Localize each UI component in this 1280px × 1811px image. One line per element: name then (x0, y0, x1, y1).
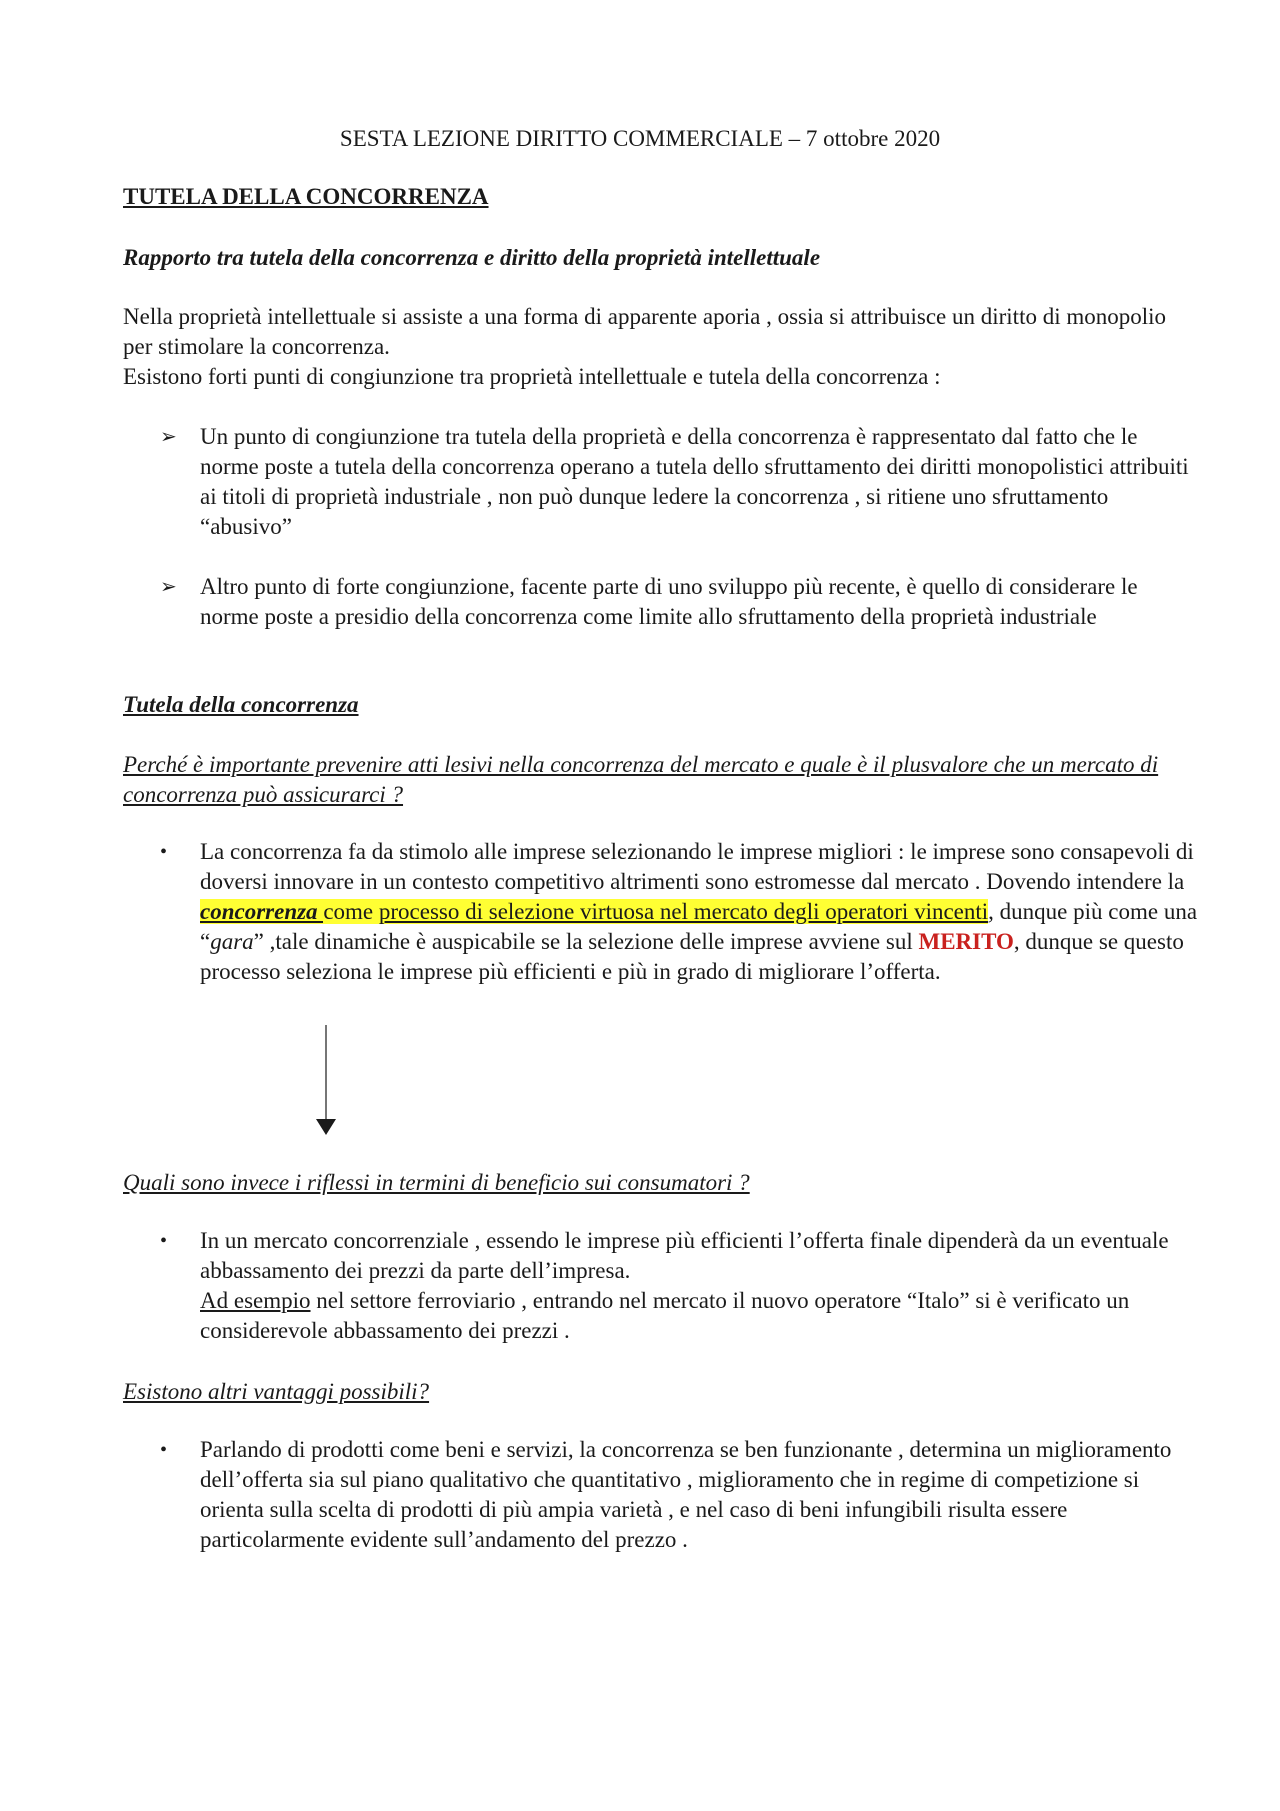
dot-bullet-text (200, 837, 1200, 987)
text-run: come (323, 899, 379, 924)
paragraph-intro: Nella proprietà intellettuale si assiste a una forma di apparente aporia , ossia si attribuisce un diritto di monopolio per stimolare la concorrenza. (123, 304, 1167, 359)
question-heading: Quali sono invece i riflessi in termini di beneficio sui consumatori ? (123, 1170, 750, 1195)
text-run: , dunque più come una “ (200, 899, 1198, 954)
down-arrow-icon (314, 1025, 338, 1135)
text-run: , dunque se questo processo seleziona le imprese più efficienti e più in grado di migliorare l’offerta. (200, 929, 1184, 984)
arrow-bullet-icon: ➢ (160, 576, 177, 598)
subheading: Rapporto tra tutela della concorrenza e diritto della proprietà intellettuale (123, 245, 821, 270)
question-heading: Esistono altri vantaggi possibili? (123, 1379, 430, 1404)
paragraph-junction: Esistono forti punti di congiunzione tra proprietà intellettuale e tutela della concorrenza : (123, 364, 941, 389)
text-run: La concorrenza fa da stimolo alle imprese selezionando le imprese migliori : le imprese sono consapevoli di doversi innovare in un contesto competitivo altrimenti sono estromesse dal mercato . Dovendo intendere la (200, 839, 1194, 894)
dot-bullet-icon: • (160, 1439, 168, 1461)
section-heading: Tutela della concorrenza (123, 692, 359, 717)
highlighted-keyword: concorrenza (200, 899, 324, 924)
example-label: Ad esempio (200, 1288, 311, 1313)
dot-bullet-text (200, 1226, 1200, 1346)
text-run: In un mercato concorrenziale , essendo le imprese più efficienti l’offerta finale dipenderà da un eventuale abbassamento dei prezzi da parte dell’impresa. (200, 1228, 1169, 1283)
document-title: SESTA LEZIONE DIRITTO COMMERCIALE – 7 ottobre 2020 (339, 126, 941, 151)
arrow-bullet-text: Altro punto di forte congiunzione, facente parte di uno sviluppo più recente, è quello di considerare le norme poste a presidio della concorrenza come limite allo sfruttamento della proprietà industriale (200, 574, 1138, 629)
dot-bullet-text: Parlando di prodotti come beni e servizi, la concorrenza se ben funzionante , determina un miglioramento dell’offerta sia sul piano qualitativo che quantitativo , miglioramento che in regime di competizione si orienta sulla scelta di prodotti di più ampia varietà , e nel caso di beni infungibili risulta essere particolarmente evidente sull’andamento del prezzo . (200, 1437, 1172, 1552)
text-run: nel settore ferroviario , entrando nel mercato il nuovo operatore “Italo” si è verificato un considerevole abbassamento dei prezzi . (200, 1288, 1130, 1343)
dot-bullet-icon: • (160, 841, 168, 863)
arrow-bullet-text: Un punto di congiunzione tra tutela della proprietà e della concorrenza è rappresentato dal fatto che le norme poste a tutela della concorrenza operano a tutela dello sfruttamento dei diritti monopolistici attribuiti ai titoli di proprietà industriale , non può dunque ledere la concorrenza , si ritiene uno sfruttamento “abusivo” (200, 424, 1189, 539)
question-heading: Perché è importante prevenire atti lesivi nella concorrenza del mercato e quale è il plusvalore che un mercato di concorrenza può assicurarci ? (123, 752, 1159, 807)
main-heading: TUTELA DELLA CONCORRENZA (123, 184, 489, 209)
highlighted-phrase: processo di selezione virtuosa nel mercato degli operatori vincenti (378, 899, 989, 924)
arrow-bullet-icon: ➢ (160, 426, 177, 448)
italic-word: gara (210, 929, 254, 954)
text-run: ” ,tale dinamiche è auspicabile se la selezione delle imprese avviene sul (253, 929, 919, 954)
dot-bullet-icon: • (160, 1230, 168, 1252)
red-emphasis: MERITO (918, 929, 1014, 954)
